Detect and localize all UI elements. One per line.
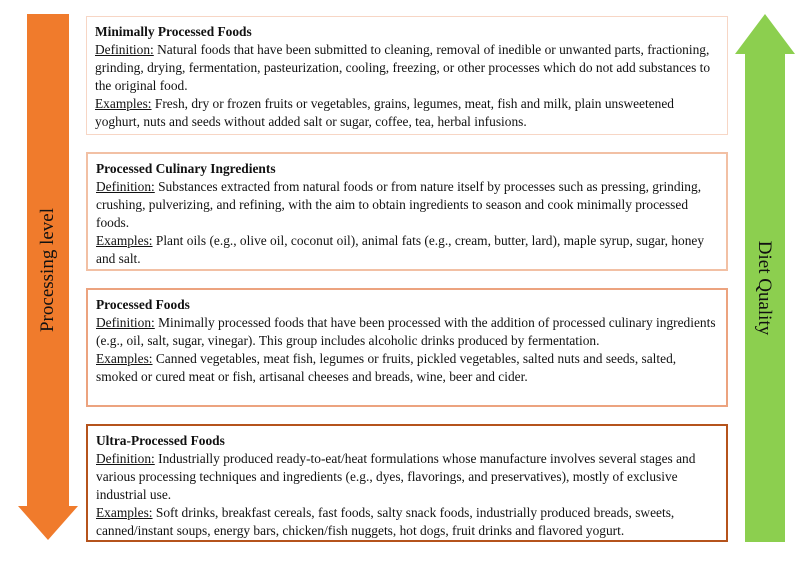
examples-label: Examples:: [95, 96, 152, 111]
examples-text: Soft drinks, breakfast cereals, fast foods, salty snack foods, industrially produced breads, sweets, canned/instant soups, energy bars, chicken/fish nuggets, hot dogs, fruit drinks and flavored yogurt.: [96, 505, 675, 538]
definition-text: Industrially produced ready-to-eat/heat formulations whose manufacture involves several stages and various processing techniques and ingredients (e.g., dyes, flavorings, and preservatives), mostly of exclusive industrial use.: [96, 451, 696, 502]
category-box-minimally-processed: [86, 16, 728, 135]
definition-text: Substances extracted from natural foods or from nature itself by processes such as pressing, grinding, crushing, pulverizing, and refining, with the aim to obtain ingredients to season and cook minimally processed foods.: [96, 179, 702, 230]
processing-level-label: Processing level: [37, 207, 58, 333]
category-definition: [96, 450, 718, 504]
definition-label: Definition:: [95, 42, 154, 57]
examples-label: Examples:: [96, 505, 153, 520]
category-definition: [95, 41, 719, 95]
category-title: Processed Foods: [96, 297, 190, 312]
category-examples: [95, 95, 719, 131]
definition-label: Definition:: [96, 179, 155, 194]
category-box-processed-foods: [86, 288, 728, 407]
category-definition: [96, 178, 718, 232]
category-title: Ultra-Processed Foods: [96, 433, 225, 448]
definition-label: Definition:: [96, 315, 155, 330]
category-examples: [96, 504, 718, 540]
definition-label: Definition:: [96, 451, 155, 466]
category-title: Minimally Processed Foods: [95, 24, 252, 39]
category-definition: [96, 314, 718, 350]
definition-text: Minimally processed foods that have been processed with the addition of processed culinary ingredients (e.g., oil, salt, sugar, vinegar). This group includes alcoholic drinks produced by fermentation.: [96, 315, 716, 348]
examples-text: Plant oils (e.g., olive oil, coconut oil), animal fats (e.g., cream, butter, lard), maple syrup, sugar, honey and salt.: [96, 233, 705, 266]
examples-text: Canned vegetables, meat fish, legumes or fruits, pickled vegetables, salted nuts and seeds, salted, smoked or cured meat or fish, artisanal cheeses and breads, wine, beer and cider.: [96, 351, 677, 384]
examples-label: Examples:: [96, 233, 153, 248]
category-title: Processed Culinary Ingredients: [96, 161, 276, 176]
category-box-processed-culinary-ingredients: [86, 152, 728, 271]
category-box-ultra-processed-foods: [86, 424, 728, 542]
category-examples: [96, 232, 718, 268]
examples-label: Examples:: [96, 351, 153, 366]
category-examples: [96, 350, 718, 386]
diet-quality-label: Diet Quality: [754, 240, 775, 336]
definition-text: Natural foods that have been submitted to cleaning, removal of inedible or unwanted parts, fractioning, grinding, drying, fermentation, pasteurization, cooling, freezing, or other processes which do not add substances to the original food.: [95, 42, 711, 93]
examples-text: Fresh, dry or frozen fruits or vegetables, grains, legumes, meat, fish and milk, plain unsweetened yoghurt, nuts and seeds without added salt or sugar, coffee, tea, herbal infusions.: [95, 96, 674, 129]
